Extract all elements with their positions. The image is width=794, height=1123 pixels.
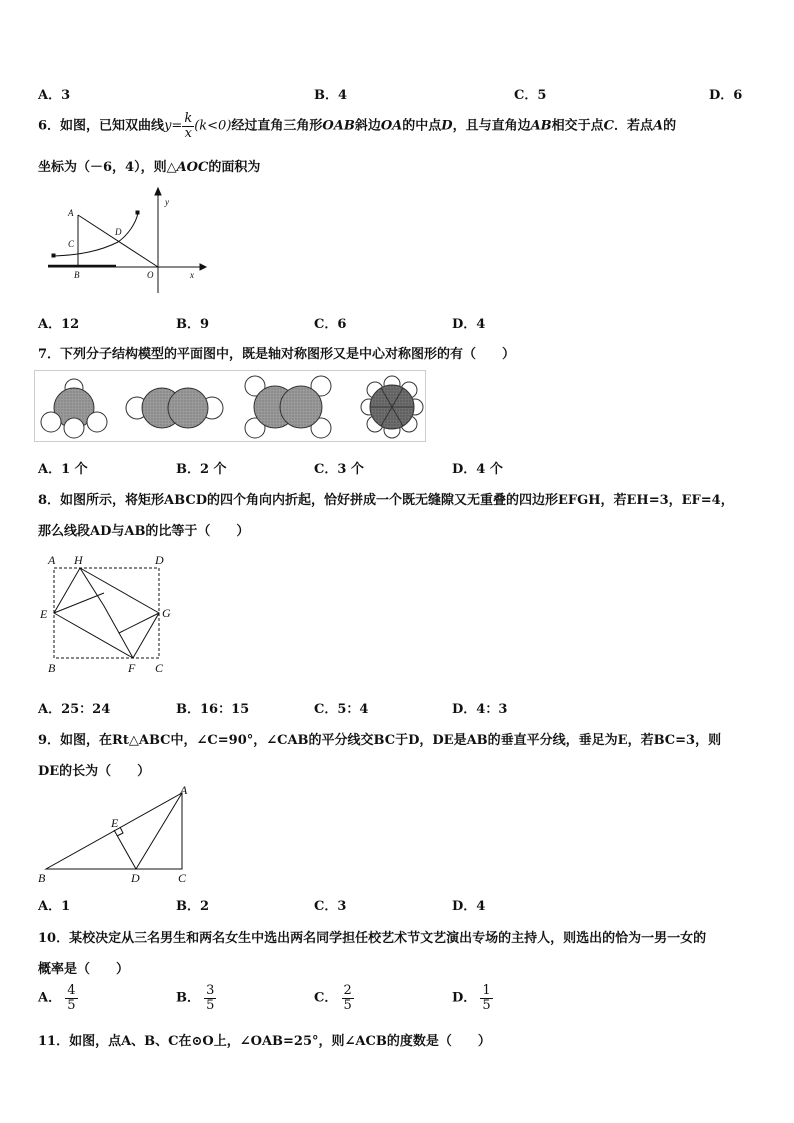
q6-figure [40,185,210,300]
q8-text-line1: 8．如图所示，将矩形ABCD的四个角向内折起，恰好拼成一个既无缝隙又无重叠的四边形EFGH，若EH=3，EF=4， [38,493,734,508]
q6-label-c: C [68,239,75,249]
q6-eq-condition: (k<0) [194,118,232,134]
q10-text-line1: 10．某校决定从三名男生和两名女生中选出两名同学担任校艺术节文艺演出专场的主持人，则选出的恰为一男一女的 [38,931,707,946]
q8-figure [34,548,184,678]
q6-y-arrow [155,188,161,195]
q7-molecule-1 [41,379,107,438]
q6-number: 6． [38,118,61,134]
q10-option-b: B． $\frac{3}{5}$ [176,983,215,1013]
q9-option-c: C．3 [314,899,347,914]
q8-label-g: G [162,606,171,620]
q10-fraction-c: $\frac{2}{5}$ [343,983,352,1013]
q8-label-h: H [74,553,83,567]
q7-option-a: A．1 个 [38,462,88,477]
q6-option-d: D．4 [452,317,486,332]
q7-option-d: D．4 个 [452,462,503,477]
q10-fraction-a: $\frac{4}{5}$ [67,983,76,1013]
q6-eq-y: y [164,118,172,134]
q8-rectangle-abcd [54,568,159,658]
q5-option-c: C．5 [514,88,547,103]
q5-option-a: A．3 [38,88,71,103]
q7-text: 7．下列分子结构模型的平面图中，既是轴对称图形又是中心对称图形的有（ ） [38,347,516,362]
q7-option-c: C．3 个 [314,462,364,477]
q6-option-c: C．6 [314,317,347,332]
q6-label-d: D [115,227,122,237]
q6-hyperbola [54,213,138,256]
q8-option-a: A．25：24 [38,702,111,717]
q10-fraction-d: $\frac{1}{5}$ [482,983,491,1013]
q8-label-a: A [48,553,56,567]
q9-option-d: D．4 [452,899,486,914]
q6-text1: 如图，已知双曲线 [60,118,165,134]
q6-x-arrow [200,264,206,270]
q8-quadrilateral-efgh [54,568,159,658]
q6-eq-equals: = [171,118,183,134]
q9-text-line2: DE的长为（ ） [38,764,151,779]
q6-endpoint-right [136,211,139,214]
q6-label-o: O [147,270,154,280]
q9-label-d: D [131,871,140,885]
q6-endpoint-left [52,254,55,257]
q8-label-b: B [48,661,56,675]
q6-label-y: y [165,197,169,207]
q6-option-a: A．12 [38,317,80,332]
q8-label-e: E [40,607,48,621]
q10-fraction-b: $\frac{3}{5}$ [206,983,215,1013]
q7-option-b: B．2 个 [176,462,227,477]
q8-label-c: C [155,661,164,675]
q10-option-c: C． $\frac{2}{5}$ [314,983,352,1013]
q9-text-line1: 9．如图，在Rt△ABC中，∠C=90°，∠CAB的平分线交BC于D，DE是AB的垂直平分线，垂足为E，若BC=3，则 [38,733,722,748]
q9-option-a: A．1 [38,899,71,914]
q8-option-b: B．16：15 [176,702,250,717]
q8-label-f: F [128,661,136,675]
q9-label-e: E [111,816,119,830]
q6-label-b: B [74,270,80,280]
q6-eq-fraction: $\frac{k}{x}$ [184,111,193,141]
q6-line2: 坐标为（－6，4），则△AOC的面积为 [38,160,261,175]
q5-option-d: D．6 [709,88,743,103]
q7-molecule-3 [245,376,331,438]
q8-text-line2: 那么线段AD与AB的比等于（ ） [38,524,250,539]
q6-label-a: A [68,208,74,218]
q9-figure [34,783,194,888]
q8-label-d: D [155,553,164,567]
q8-fold-e [54,593,104,613]
q6-option-b: B．9 [176,317,210,332]
q10-option-a: A． $\frac{4}{5}$ [38,983,76,1013]
q7-molecule-2 [126,388,223,428]
q8-option-d: D．4：3 [452,702,508,717]
q5-option-b: B．4 [314,88,348,103]
q7-molecule-4 [361,376,423,438]
q6-line1: 6．如图，已知双曲线y= $\frac{k}{x}$ (k<0)经过直角三角形OAB斜边OA的中点D，且与直角边AB相交于点C．若点A的 [38,111,677,141]
q6-label-x: x [190,270,194,280]
q9-label-c: C [178,871,187,885]
q10-option-d: D． $\frac{1}{5}$ [452,983,491,1013]
q9-bisector-ad [136,793,182,869]
q8-option-c: C．5：4 [314,702,369,717]
q11-text: 11．如图，点A、B、C在⊙O上，∠OAB=25°，则∠ACB的度数是（ ） [38,1034,491,1049]
q9-label-a: A [180,783,188,797]
q6-hypotenuse-oa [78,215,158,267]
q7-figure [34,370,426,442]
q8-fold-h [80,568,104,606]
q10-text-line2: 概率是（ ） [38,962,130,977]
q9-label-b: B [38,871,46,885]
q9-option-b: B．2 [176,899,210,914]
